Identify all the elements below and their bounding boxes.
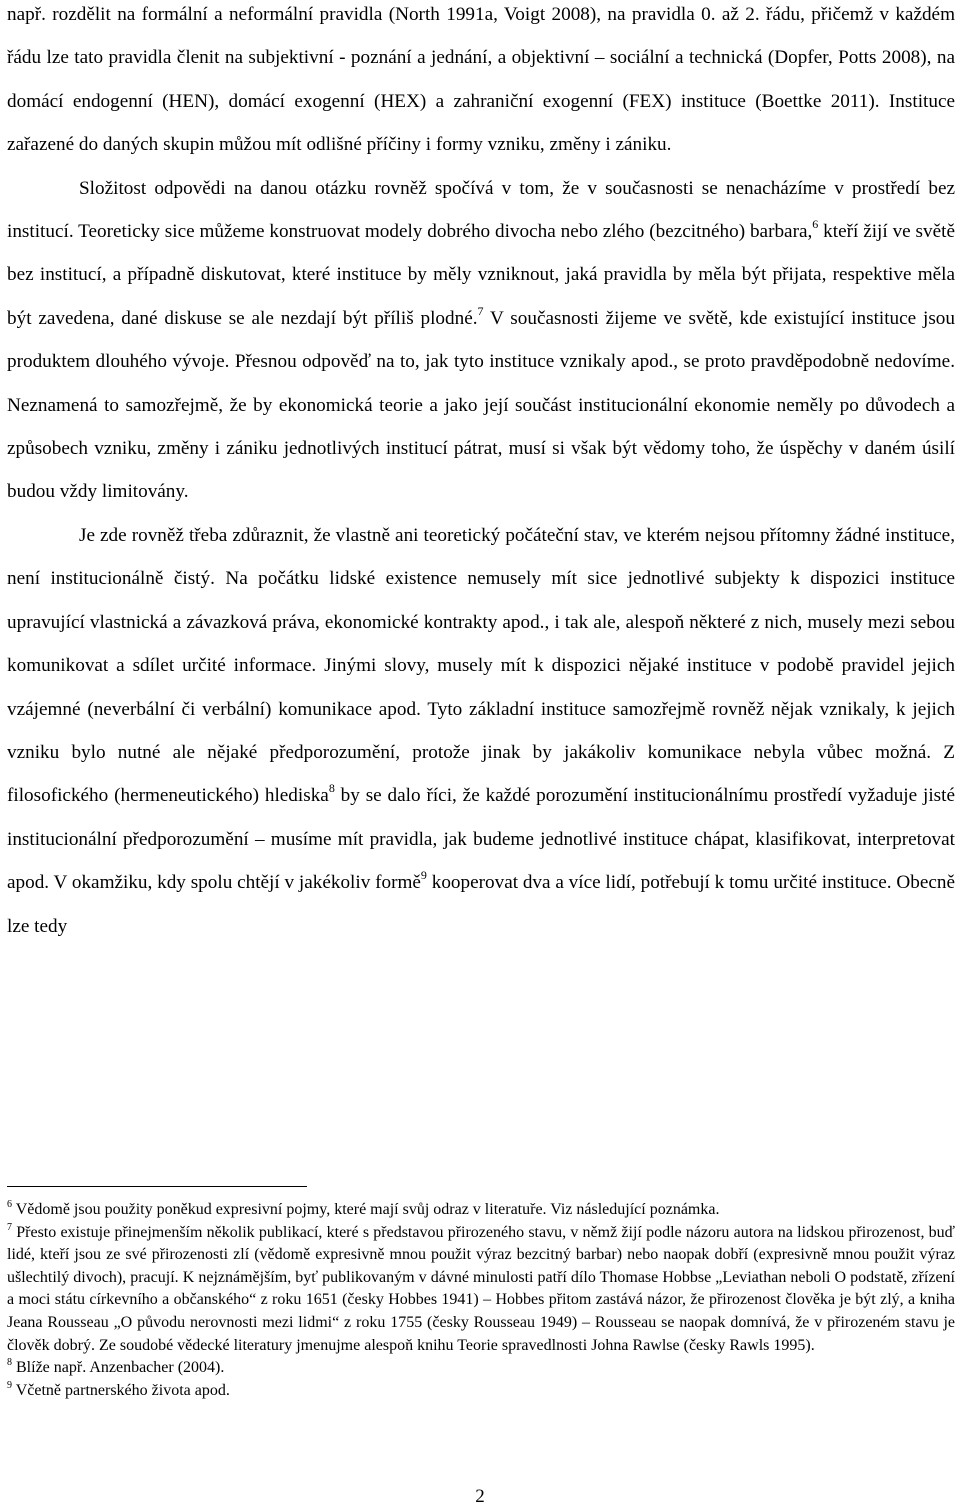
page-number: 2 bbox=[475, 1486, 485, 1507]
footnote-8 bbox=[7, 1357, 955, 1380]
footnote-separator bbox=[7, 1186, 307, 1187]
footnote-ref-7[interactable]: 7 bbox=[477, 303, 484, 318]
paragraph-3-text-part-3: kooperovat dva a více lidí, potřebují k tomu určité instituce. Obecně lze tedy bbox=[7, 872, 955, 937]
footnote-ref-9[interactable]: 9 bbox=[420, 868, 427, 883]
body-text bbox=[7, 0, 955, 948]
paragraph-2-text-part-2: kteří žijí ve světě bez institucí, a případně diskutovat, které instituce by měly vzniknout, jaká pravidla by měla být přijata, respektive měla být zavedena, dané diskuse se ale nezdají být příliš plodné. bbox=[7, 221, 955, 329]
footnote-text: Včetně partnerského života apod. bbox=[15, 1381, 230, 1399]
footnote-ref-6[interactable]: 6 bbox=[812, 217, 819, 232]
footnote-7 bbox=[7, 1222, 955, 1358]
document-page bbox=[7, 0, 955, 948]
paragraph-2-text-part-3: V současnosti žijeme ve světě, kde existující instituce jsou produktem dlouhého vývoje. Přesnou odpověď na to, jak tyto instituce vznikaly apod., se proto pravděpodobně nedovíme. Neznamená to samozřejmě, že by ekonomická teorie a jako její součást institucionální ekonomie neměly po důvodech a způsobech vzniku, změny i zániku jednotlivých institucí pátrat, musí si však být vědomy toho, že úspěchy v daném úsilí budou vždy limitovány. bbox=[7, 307, 955, 503]
footnote-text: Blíže např. Anzenbacher (2004). bbox=[16, 1359, 225, 1377]
footnote-number: 9 bbox=[7, 1379, 12, 1391]
footnote-9 bbox=[7, 1380, 955, 1403]
paragraph-1 bbox=[7, 0, 955, 167]
footnote-6 bbox=[7, 1199, 955, 1222]
paragraph-2-text-part-1: Složitost odpovědi na danou otázku rovněž spočívá v tom, že v současnosti se nenacházíme v prostředí bez institucí. Teoreticky sice můžeme konstruovat modely dobrého divocha nebo zlého (bezcitného) barbara, bbox=[7, 177, 955, 243]
footnote-text: Přesto existuje přinejmenším několik publikací, které s představou přirozeného stavu, v němž žijí podle názoru autora na lidskou přirozenost, buď lidé, kteří jsou ze své přirozenosti zlí (vědomě expresivně mnou použit výraz bezcitný barbar) nebo naopak dobří (expresivně mnou použit výraz ušlechtilý divoch), pracují. K nejznámějším, byť publikovaným v dávné minulosti patří dílo Thomase Hobbse „Leviathan neboli O podstatě, zřízení a moci státu církevního a občanského“ z roku 1651 (česky Hobbes 1941) – Hobbes přitom zastává názor, že přirozenost člověka je být zlý, a kniha Jeana Rousseau „O původu nerovnosti mezi lidmi“ z roku 1755 (česky Rousseau 1949) – Rousseau se naopak domnívá, že v přirozeném stavu je člověk dobrý. Ze soudobé vědecké literatury jmenujme alespoň knihu Teorie spravedlnosti Johna Rawlse (česky Rawls 1995). bbox=[7, 1223, 956, 1354]
paragraph-2 bbox=[7, 167, 955, 514]
footnotes bbox=[7, 1199, 955, 1402]
footnote-number: 8 bbox=[7, 1357, 12, 1369]
paragraph-3-text-part-1: Je zde rovněž třeba zdůraznit, že vlastně ani teoretický počáteční stav, ve kterém nejsou přítomny žádné instituce, není institucionálně čistý. Na počátku lidské existence nemusely mít sice jednotlivé subjekty k dispozici instituce upravující vlastnická a závazková práva, ekonomické kontrakty apod., i tak ale, alespoň některé z nich, musely mezi sebou komunikovat a sdílet určité informace. Jinými slovy, musely mít k dispozici nějaké instituce v podobě pravidel jejich vzájemné (neverbální či verbální) komunikace apod. Tyto základní instituce samozřejmě rovněž nějak vznikaly, k jejich vzniku bylo nutné ale nějaké předporozumění, protože jinak by jakákoliv komunikace nebyla vůbec možná. Z filosofického (hermeneutického) hlediska bbox=[7, 524, 955, 807]
paragraph-1-text: např. rozdělit na formální a neformální pravidla (North 1991a, Voigt 2008), na pravidla 0. až 2. řádu, přičemž v každém řádu lze tato pravidla členit na subjektivní - poznání a jednání, a objektivní – sociální a technická (Dopfer, Potts 2008), na domácí endogenní (HEN), domácí exogenní (HEX) a zahraniční exogenní (FEX) instituce (Boettke 2011). Instituce zařazené do daných skupin můžou mít odlišné příčiny i formy vzniku, změny i zániku. bbox=[7, 4, 955, 156]
paragraph-3-text-part-2: by se dalo říci, že každé porozumění institucionálnímu prostředí vyžaduje jisté institucionální předporozumění – musíme mít pravidla, jak budeme jednotlivé instituce chápat, klasifikovat, interpretovat apod. V okamžiku, kdy spolu chtějí v jakékoliv formě bbox=[7, 785, 955, 894]
footnote-ref-8[interactable]: 8 bbox=[328, 781, 335, 796]
footnote-number: 6 bbox=[7, 1199, 12, 1210]
footnote-text: Vědomě jsou použity poněkud expresivní pojmy, které mají svůj odraz v literatuře. Viz následující poznámka. bbox=[15, 1201, 720, 1218]
footnote-number: 7 bbox=[7, 1221, 12, 1233]
paragraph-3 bbox=[7, 514, 955, 948]
